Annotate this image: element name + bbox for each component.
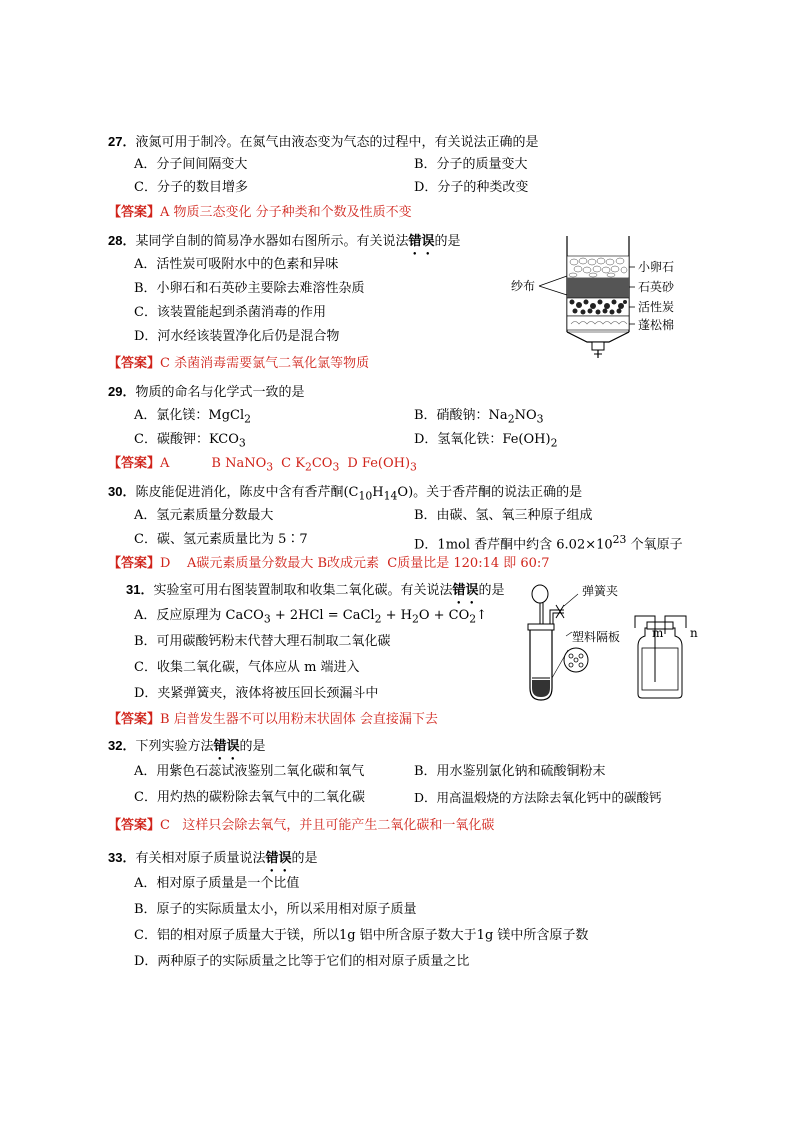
q31-answer: 【答案】B 启普发生器不可以用粉末状固体 会直接漏下去 <box>108 712 438 727</box>
label-activated-carbon: 活性炭 <box>638 300 675 314</box>
q30-option-b: B．由碳、氢、氧三种原子组成 <box>414 508 593 523</box>
q33-option-c: C．铝的相对原子质量大于镁，所以1g 铝中所含原子数大于1g 镁中所含原子数 <box>134 928 589 943</box>
q29-option-a: A．氯化镁：MgCl$_2$ <box>134 408 252 426</box>
q33-number: 33． <box>108 850 136 865</box>
q28-option-b: B．小卵石和石英砂主要除去难溶性杂质 <box>134 281 365 296</box>
label-plastic-plate: 塑料隔板 <box>572 630 621 644</box>
q31-option-a: A．反应原理为 CaCO$_3$ + 2HCl = CaCl$_2$ + $H_2O$ + $CO_2↑$ <box>134 608 488 626</box>
q28-option-c: C．该装置能起到杀菌消毒的作用 <box>134 305 326 320</box>
q32-stem: 32．下列实验方法错误的是 <box>108 738 266 754</box>
q29-number: 29． <box>108 384 136 399</box>
quartz-sand-layer <box>567 278 629 298</box>
q31-option-d: D．夹紧弹簧夹，液体将被压回长颈漏斗中 <box>134 686 379 701</box>
q31-number: 31． <box>126 582 154 597</box>
q30-answer: 【答案】D A碳元素质量分数最大 B改成元素 C质量比是 120:14 即 60:7 <box>108 556 550 571</box>
emphasis-mark: 错误 <box>408 234 435 249</box>
label-m: m <box>652 626 664 640</box>
q27-option-d: D．分子的种类改变 <box>414 180 529 195</box>
q29-stem: 29．物质的命名与化学式一致的是 <box>108 384 305 400</box>
q32-option-a: A．用紫色石蕊试液鉴别二氧化碳和氧气 <box>134 764 365 779</box>
q28-stem: 28．某同学自制的简易净水器如右图所示。有关说法错误的是 <box>108 233 461 249</box>
q33-option-a: A．相对原子质量是一个比值 <box>134 876 300 891</box>
q30-number: 30． <box>108 484 136 499</box>
label-spring-clamp: 弹簧夹 <box>582 584 619 598</box>
q28-option-a: A．活性炭可吸附水中的色素和异味 <box>134 257 339 272</box>
q30-option-d: D．1mol 香芹酮中约含 $6.02\times 10^{23}$ 个氧原子 <box>414 533 683 553</box>
q33-option-d: D．两种原子的实际质量之比等于它们的相对原子质量之比 <box>134 954 470 969</box>
q32-option-d: D．用高温煅烧的方法除去氧化钙中的碳酸钙 <box>414 790 662 805</box>
q28-number: 28． <box>108 233 136 248</box>
q31-option-b: B．可用碳酸钙粉末代替大理石制取二氧化碳 <box>134 634 391 649</box>
q32-option-c: C．用灼热的碳粉除去氧气中的二氧化碳 <box>134 790 365 805</box>
q27-option-a: A．分子间间隔变大 <box>134 157 248 172</box>
q29-option-c: C．碳酸钾：$KCO_3$ <box>134 432 246 450</box>
water-purifier-figure <box>535 236 635 360</box>
label-cotton: 蓬松棉 <box>638 318 675 332</box>
q32-option-b: B．用水鉴别氯化钠和硫酸铜粉末 <box>414 764 606 779</box>
q31-stem: 31．实验室可用右图装置制取和收集二氧化碳。有关说法错误的是 <box>126 582 505 598</box>
q30-option-a: A．氢元素质量分数最大 <box>134 508 274 523</box>
q32-answer: 【答案】C 这样只会除去氧气，并且可能产生二氧化碳和一氧化碳 <box>108 818 495 833</box>
label-pebble: 小卵石 <box>638 260 675 274</box>
q31-option-c: C．收集二氧化碳，气体应从 m 端进入 <box>134 660 360 675</box>
q30-option-c: C．碳、氢元素质量比为 5∶7 <box>134 532 308 547</box>
q33-option-b: B．原子的实际质量太小，所以采用相对原子质量 <box>134 902 417 917</box>
q30-stem: 30．陈皮能促进消化，陈皮中含有香芹酮$(C_{10}H_{14}O)$。关于香芹酮的说法正确的是 <box>108 484 583 503</box>
q27-option-b: B．分子的质量变大 <box>414 157 528 172</box>
q29-answer: 【答案】A B NaNO$_3$ C $K_2CO_3$ D $Fe(OH)_3$ <box>108 456 417 474</box>
q29-option-d: D．氢氧化铁：$Fe(OH)_2$ <box>414 432 558 450</box>
q27-option-c: C．分子的数目增多 <box>134 180 248 195</box>
label-cloth: 纱布 <box>511 279 536 293</box>
label-n: n <box>690 626 698 640</box>
q28-answer: 【答案】C 杀菌消毒需要氯气二氧化氯等物质 <box>108 356 370 371</box>
q28-option-d: D．河水经该装置净化后仍是混合物 <box>134 329 340 344</box>
q27-number: 27． <box>108 134 136 149</box>
q32-number: 32． <box>108 738 136 753</box>
label-quartz-sand: 石英砂 <box>638 280 675 294</box>
q27-stem: 27．液氮可用于制冷。在氮气由液态变为气态的过程中，有关说法正确的是 <box>108 134 539 150</box>
q33-stem: 33．有关相对原子质量说法错误的是 <box>108 850 318 866</box>
q29-option-b: B．硝酸钠：$Na_2NO_3$ <box>414 408 544 426</box>
q27-answer: 【答案】A 物质三态变化 分子种类和个数及性质不变 <box>108 205 412 220</box>
